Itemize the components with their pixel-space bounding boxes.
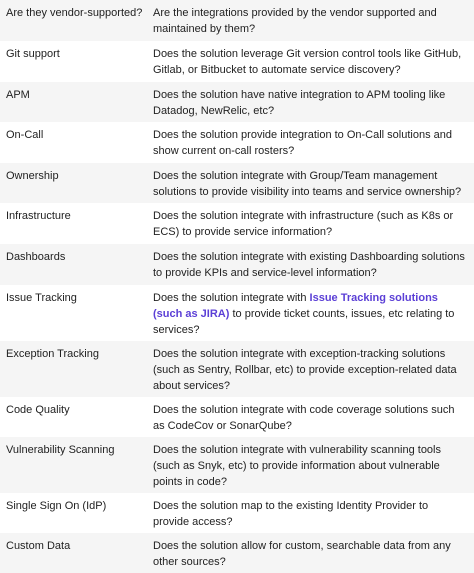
table-row (0, 533, 474, 573)
table-row (0, 244, 474, 285)
description-cell: Does the solution integrate with vulnerability scanning tools (such as Snyk, etc) to provide information about vulnerable points in code? (153, 444, 441, 488)
description-cell: Does the solution integrate with Group/Team management solutions to provide visibility into teams and service ownership? (153, 170, 462, 198)
feature-cell: Custom Data (6, 540, 71, 552)
description-cell: Does the solution provide integration to On-Call solutions and show current on-call rosters? (153, 129, 453, 157)
feature-cell: Exception Tracking (6, 348, 99, 360)
description-cell (153, 290, 474, 338)
description-cell: Are the integrations provided by the vendor supported and maintained by them? (153, 7, 437, 35)
description-cell: Does the solution leverage Git version control tools like GitHub, Gitlab, or Bitbucket to automate service discovery? (153, 48, 462, 76)
feature-cell: Are they vendor-supported? (6, 7, 143, 19)
feature-cell: Code Quality (6, 404, 70, 416)
description-cell: Does the solution integrate with infrastructure (such as K8s or ECS) to provide service information? (153, 210, 454, 238)
description-text: Does the solution integrate with (153, 292, 310, 304)
table-row (0, 437, 474, 493)
table-row (0, 397, 474, 437)
feature-cell: Single Sign On (IdP) (6, 500, 107, 512)
feature-cell: APM (6, 89, 30, 101)
feature-cell: Issue Tracking (6, 292, 77, 304)
table-row (0, 0, 474, 41)
issue-tracking-link[interactable]: Issue Tracking solutions (such as JIRA) (153, 292, 438, 320)
description-cell: Does the solution integrate with exception-tracking solutions (such as Sentry, Rollbar, etc) to provide exception-related data about services? (153, 348, 457, 392)
table-row (0, 203, 474, 244)
description-cell: Does the solution allow for custom, searchable data from any other sources? (153, 540, 451, 568)
description-cell: Does the solution map to the existing Identity Provider to provide access? (153, 500, 429, 528)
feature-cell: Vulnerability Scanning (6, 444, 115, 456)
table-row (0, 163, 474, 203)
table-row (0, 82, 474, 122)
feature-cell: Infrastructure (6, 210, 71, 222)
table-row (0, 341, 474, 397)
table-row (0, 41, 474, 82)
feature-cell: Ownership (6, 170, 59, 182)
table-row (0, 285, 474, 341)
description-cell: Does the solution integrate with code coverage solutions such as CodeCov or SonarQube? (153, 404, 455, 432)
feature-cell: On-Call (6, 129, 44, 141)
description-cell: Does the solution have native integration to APM tooling like Datadog, NewRelic, etc? (153, 89, 446, 117)
table-row (0, 122, 474, 163)
feature-cell: Git support (6, 48, 60, 60)
table-row (0, 493, 474, 533)
description-text: to provide ticket counts, issues, etc relating to services? (153, 308, 455, 336)
description-cell: Does the solution integrate with existing Dashboarding solutions to provide KPIs and service-level information? (153, 251, 465, 279)
feature-cell: Dashboards (6, 251, 66, 263)
